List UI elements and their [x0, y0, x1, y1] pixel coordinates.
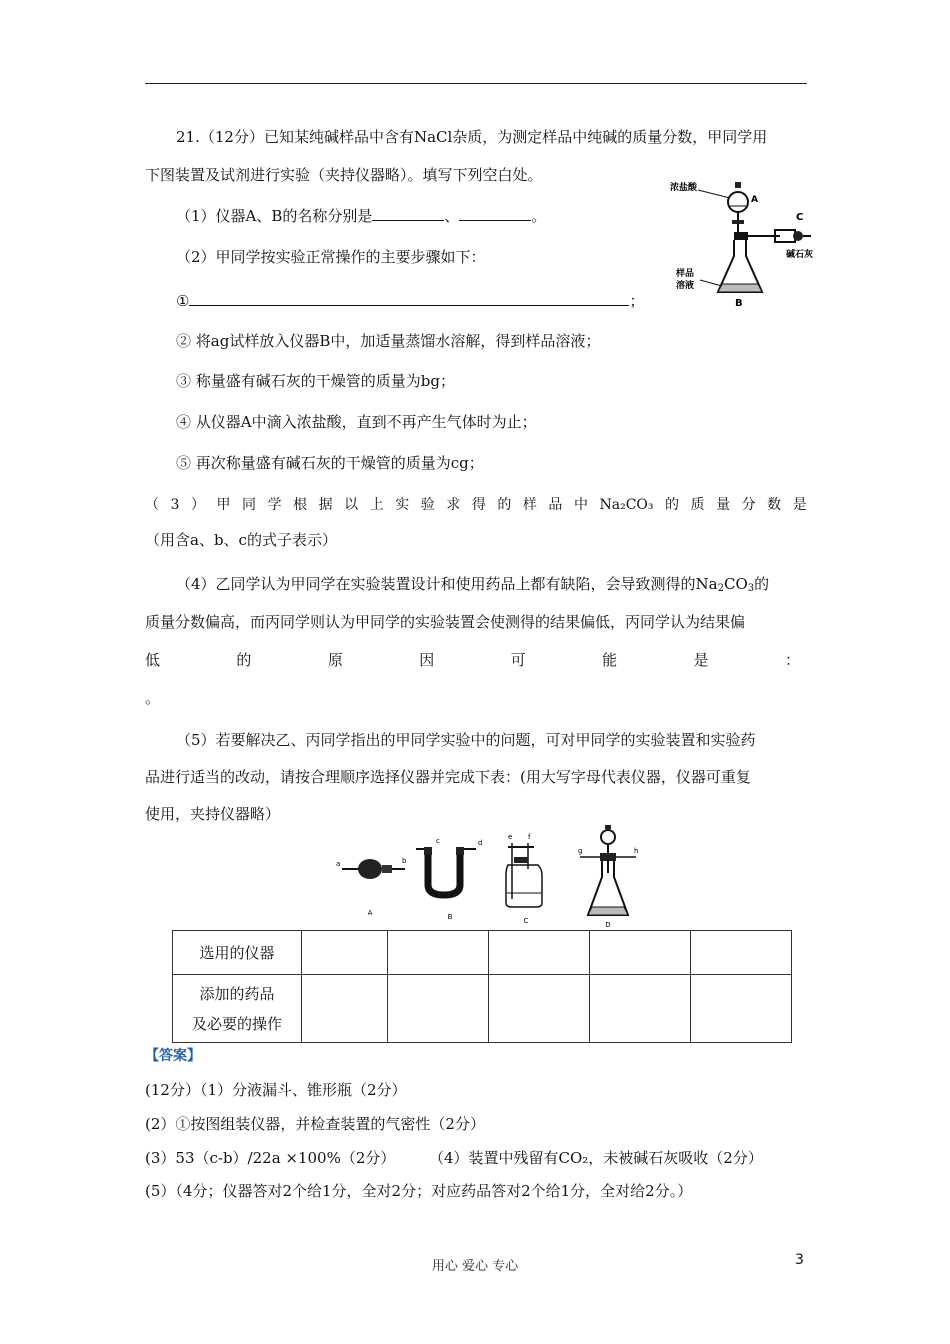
question-3-char: 量: [716, 497, 731, 513]
port-label-b: b: [402, 857, 407, 865]
question-4-char: 原: [327, 651, 343, 669]
answer-tag: 【答案】: [145, 1048, 201, 1064]
option-b-u-tube-icon: [416, 847, 476, 895]
table-row-instruments: [173, 931, 792, 975]
question-3-char: 据: [318, 497, 333, 513]
question-1-end: 。: [531, 207, 547, 225]
question-1: [176, 205, 546, 226]
port-label-h: h: [634, 847, 639, 855]
answer-line-3-part-a: (3）53（c-b）/22a ×100%（2分）: [145, 1149, 396, 1167]
table-row-reagents: [173, 975, 792, 1043]
figure-label-acid: 浓盐酸: [670, 183, 698, 193]
table-cell[interactable]: [302, 975, 388, 1043]
option-label-d: D: [605, 921, 611, 929]
apparatus-figure: [668, 180, 813, 310]
question-5-line3: 使用，夹持仪器略）: [145, 805, 281, 823]
question-3-char: 质: [690, 497, 705, 513]
table-header-reagents-line2: 及必要的操作: [191, 1014, 282, 1033]
step-5: ⑤ 再次称量盛有碱石灰的干燥管的质量为cg；: [176, 454, 484, 472]
question-4-line1-text: （4）乙同学认为甲同学在实验装置设计和使用药品上都有缺陷，会导致测得的Na: [176, 575, 718, 593]
step-1-blank[interactable]: [189, 290, 629, 306]
question-intro-line2: 下图装置及试剂进行实验（夹持仪器略）。填写下列空白处。: [145, 166, 543, 184]
question-3-line2: （用含a、b、c的式子表示）: [145, 531, 337, 549]
question-3-char: 样: [522, 497, 537, 513]
question-4-char: 能: [602, 651, 618, 669]
step-2: ② 将ag试样放入仪器B中，加适量蒸馏水溶解，得到样品溶液；: [176, 332, 601, 350]
question-3-char: 的: [497, 497, 512, 513]
subscript-3: 3: [747, 583, 755, 594]
table-cell[interactable]: [388, 931, 489, 975]
question-3-char: 分: [741, 497, 756, 513]
option-label-a: A: [367, 909, 373, 917]
separatory-funnel-icon: [728, 192, 748, 212]
question-3-char: 以: [344, 497, 359, 513]
figure-label-b: B: [735, 298, 743, 309]
question-4-char: 的: [236, 651, 252, 669]
question-4-char: 是: [693, 651, 709, 669]
question-3-char: 根: [293, 497, 308, 513]
table-header-reagents-line1: 添加的药品: [199, 984, 275, 1003]
question-3-char: ）: [190, 497, 205, 513]
question-3-char: 实: [395, 497, 410, 513]
header-rule: [145, 83, 807, 84]
question-5-line1: （5）若要解决乙、丙同学指出的甲同学实验中的问题，可对甲同学的实验装置和实验药: [176, 731, 756, 749]
table-cell[interactable]: [489, 975, 590, 1043]
question-4-char: 可: [510, 651, 526, 669]
table-cell[interactable]: [388, 975, 489, 1043]
step-4: ④ 从仪器A中滴入浓盐酸，直到不再产生气体时为止；: [176, 413, 537, 431]
answer-line-3-part-b: （4）装置中残留有CO₂，未被碱石灰吸收（2分）: [428, 1149, 763, 1167]
question-3-char: 同: [242, 497, 257, 513]
option-a-drying-bulb-icon: [342, 859, 405, 879]
figure-label-a: A: [751, 195, 758, 205]
question-3-char: Na₂CO₃: [599, 497, 654, 513]
question-4-line4: 。: [145, 689, 161, 707]
port-label-e: e: [508, 833, 513, 841]
question-4-char: ：: [784, 651, 800, 669]
question-4-char: 低: [145, 651, 161, 669]
port-label-a: a: [336, 860, 341, 868]
option-label-b: B: [447, 913, 453, 921]
options-apparatus-figure: [330, 823, 650, 931]
option-c-wash-bottle-icon: [506, 843, 542, 907]
question-5-line2: 品进行适当的改动，请按合理顺序选择仪器并完成下表：(用大写字母代表仪器，仪器可重复: [145, 768, 751, 786]
table-cell[interactable]: [590, 931, 691, 975]
figure-label-c: C: [796, 212, 804, 223]
answer-line-3: [145, 1148, 763, 1168]
question-3-char: 中: [573, 497, 588, 513]
question-4-char: 因: [419, 651, 435, 669]
table-cell[interactable]: [691, 975, 792, 1043]
question-3-char: 品: [548, 497, 563, 513]
port-label-f: f: [528, 833, 531, 841]
table-header-instruments: 选用的仪器: [173, 931, 302, 975]
question-3-char: 的: [665, 497, 680, 513]
answer-line-2: (2）①按图组装仪器，并检查装置的气密性（2分）: [145, 1115, 485, 1133]
question-3-char: 是: [792, 497, 807, 513]
step-1-mark: ①: [176, 292, 190, 310]
figure-label-sample-2: 溶液: [676, 281, 695, 291]
step-1-end: ；: [629, 292, 645, 310]
funnel-stopper-icon: [735, 182, 741, 188]
option-d-funnel-flask-icon: [580, 825, 639, 915]
question-3-char: 上: [369, 497, 384, 513]
figure-label-lime: 碱石灰: [786, 250, 813, 260]
table-cell[interactable]: [489, 931, 590, 975]
answer-table: [172, 930, 792, 1043]
option-label-c: C: [523, 917, 529, 925]
question-intro-line1: 21.（12分）已知某纯碱样品中含有NaCl杂质，为测定样品中纯碱的质量分数，甲同学用: [176, 128, 768, 146]
question-4-line1: [176, 574, 769, 599]
subscript-2: 2: [717, 583, 724, 594]
question-2: （2）甲同学按实验正常操作的主要步骤如下：: [176, 248, 486, 266]
answer-blank-b[interactable]: [459, 205, 531, 221]
question-3-char: 求: [446, 497, 461, 513]
question-4-line1-end: 的: [754, 575, 770, 593]
question-3-char: 甲: [216, 497, 231, 513]
table-cell[interactable]: [590, 975, 691, 1043]
question-4-line1-co: CO: [724, 575, 748, 593]
answer-line-1: (12分）（1）分液漏斗、锥形瓶（2分）: [145, 1081, 407, 1099]
step-3: ③ 称量盛有碱石灰的干燥管的质量为bg；: [176, 372, 455, 390]
question-3-line1: [145, 495, 807, 515]
table-cell[interactable]: [302, 931, 388, 975]
table-header-reagents: [173, 975, 302, 1043]
question-3-char: 3: [170, 497, 180, 513]
question-3-char: （: [145, 497, 159, 513]
answer-line-4: (5）（4分；仪器答对2个给1分，全对2分；对应药品答对2个给1分，全对给2分。）: [145, 1182, 693, 1200]
question-3-char: 得: [471, 497, 486, 513]
question-3-char: 学: [267, 497, 282, 513]
page-number: 3: [795, 1252, 804, 1268]
question-1-separator: 、: [444, 207, 460, 225]
question-4-line3: [145, 650, 800, 670]
footer-motto: 用心 爱心 专心: [431, 1259, 519, 1274]
port-label-c: c: [436, 837, 440, 845]
step-1: [176, 290, 644, 311]
port-label-g: g: [578, 847, 583, 855]
table-cell[interactable]: [691, 931, 792, 975]
question-1-text: （1）仪器A、B的名称分别是: [176, 207, 373, 225]
figure-label-sample-1: 样品: [676, 269, 695, 279]
question-3-char: 验: [420, 497, 435, 513]
answer-blank-a[interactable]: [372, 205, 444, 221]
port-label-d: d: [478, 839, 483, 847]
question-3-char: 数: [767, 497, 782, 513]
question-4-line2: 质量分数偏高，而丙同学则认为甲同学的实验装置会使测得的结果偏低，丙同学认为结果偏: [145, 613, 746, 631]
